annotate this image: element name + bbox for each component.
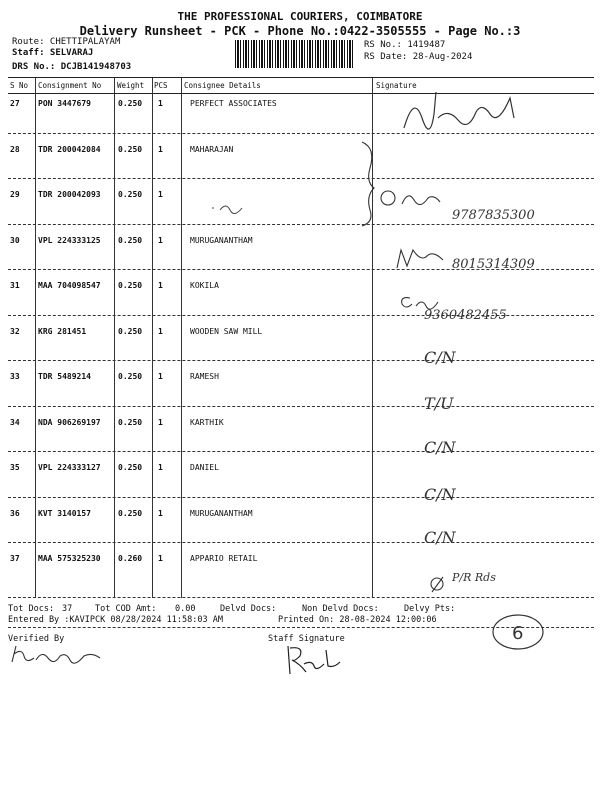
row-sno: 36	[10, 508, 20, 518]
row-pcs: 1	[158, 235, 163, 245]
runsheet-title: Delivery Runsheet - PCK - Phone No.:0422-3505555 - Page No.:3	[79, 24, 521, 38]
entered-by: Entered By :KAVIPCK 08/28/2024 11:58:03 AM	[8, 615, 223, 625]
row-consignee: APPARIO RETAIL	[190, 554, 258, 563]
row-consignee: MURUGANANTHAM	[190, 508, 253, 518]
row-sno: 30	[10, 235, 20, 245]
page-circle	[490, 612, 546, 652]
delvy-pts-label: Delvy Pts:	[404, 604, 456, 614]
company-name: THE PROFESSIONAL COURIERS, COIMBATORE	[177, 10, 423, 23]
row-pcs: 1	[158, 463, 163, 472]
row-separator	[8, 451, 594, 452]
row-weight: 0.250	[118, 144, 143, 154]
row-consignee: PERFECT ASSOCIATES	[190, 99, 277, 108]
staff-signature-image	[282, 642, 352, 678]
row-weight: 0.250	[118, 372, 143, 381]
page-circle-number: 6	[512, 623, 524, 644]
tot-cod-label: Tot COD Amt:	[95, 604, 157, 614]
signature-mark-row-27	[398, 88, 528, 144]
row-sno: 33	[10, 372, 20, 381]
row-handwritten-note: C/N	[424, 528, 456, 547]
row-pcs: 1	[158, 372, 163, 381]
verifier-signature-image	[8, 642, 108, 668]
verified-by-label: Verified By	[8, 634, 65, 644]
row-handwritten-note: C/N	[424, 485, 456, 504]
row-handwritten-note: 8015314309	[452, 257, 535, 272]
row-consignee: DANIEL	[190, 463, 219, 472]
handwritten-mark-row-29	[208, 196, 248, 216]
row-pcs: 1	[158, 417, 163, 427]
col-header-consignment: Consignment No	[38, 81, 102, 90]
row-consignment-no: TDR 200042084	[38, 144, 101, 154]
staff: Staff: SELVARAJ	[12, 48, 94, 58]
row-consignment-no: TDR 5489214	[38, 372, 91, 381]
row-consignee: WOODEN SAW MILL	[190, 326, 263, 336]
row-weight: 0.250	[118, 281, 143, 290]
drs-number: DRS No.: DCJB141948703	[12, 62, 132, 72]
row-handwritten-note: P/R Rds	[452, 571, 496, 584]
col-header-pcs: PCS	[154, 81, 168, 90]
col-header-sno: S No	[10, 81, 29, 90]
row-weight: 0.250	[118, 508, 143, 518]
row-sno: 37	[10, 554, 20, 563]
row-sno: 34	[10, 417, 20, 427]
row-consignment-no: TDR 200042093	[38, 190, 101, 199]
row-weight: 0.260	[118, 554, 143, 563]
row-handwritten-note: C/N	[424, 348, 456, 367]
table-bottom-border	[8, 597, 594, 598]
tot-cod-value: 0.00	[175, 604, 196, 614]
signature-mark-row-31	[396, 292, 440, 312]
printed-on: Printed On: 28-08-2024 12:00:06	[278, 615, 437, 625]
row-sno: 31	[10, 281, 20, 290]
row-consignment-no: VPL 224333127	[38, 463, 101, 472]
row-consignee: KOKILA	[190, 281, 219, 290]
col-header-consignee: Consignee Details	[184, 81, 261, 90]
delvd-docs-label: Delvd Docs:	[220, 604, 277, 614]
row-sno: 27	[10, 99, 20, 108]
row-weight: 0.250	[118, 190, 143, 199]
row-separator	[8, 542, 594, 543]
signature-mark-row-37	[428, 574, 448, 594]
table-top-border	[8, 77, 594, 78]
row-consignment-no: MAA 575325230	[38, 554, 101, 563]
column-divider	[35, 78, 36, 598]
row-weight: 0.250	[118, 417, 143, 427]
row-handwritten-note: 9360482455	[424, 308, 507, 323]
row-consignee: RAMESH	[190, 372, 219, 381]
row-separator	[8, 315, 594, 316]
row-separator	[8, 178, 594, 179]
row-weight: 0.250	[118, 463, 143, 472]
tot-docs-value: 37	[62, 604, 73, 614]
row-sno: 28	[10, 144, 20, 154]
column-divider	[181, 78, 182, 598]
row-consignee: MURUGANANTHAM	[190, 235, 253, 245]
row-handwritten-note: 9787835300	[452, 208, 535, 223]
barcode-icon	[235, 40, 355, 68]
row-separator	[8, 360, 594, 361]
rs-date: RS Date: 28-Aug-2024	[364, 52, 473, 62]
row-separator	[8, 269, 594, 270]
row-sno: 32	[10, 326, 20, 336]
row-pcs: 1	[158, 508, 163, 518]
row-pcs: 1	[158, 281, 163, 290]
row-consignment-no: KVT 3140157	[38, 508, 91, 518]
row-separator	[8, 224, 594, 225]
row-pcs: 1	[158, 554, 163, 563]
row-handwritten-note: C/N	[424, 438, 456, 457]
staff-signature-label: Staff Signature	[268, 634, 345, 644]
row-consignment-no: VPL 224333125	[38, 235, 101, 245]
bracket-mark	[356, 138, 386, 228]
row-consignee: KARTHIK	[190, 417, 224, 427]
row-pcs: 1	[158, 144, 163, 154]
row-pcs: 1	[158, 99, 163, 108]
column-divider	[152, 78, 153, 598]
row-sno: 35	[10, 463, 20, 472]
col-header-signature: Signature	[376, 81, 417, 90]
row-weight: 0.250	[118, 99, 143, 108]
signature-mark-row-30	[393, 246, 447, 272]
row-pcs: 1	[158, 190, 163, 199]
row-sno: 29	[10, 190, 20, 199]
row-weight: 0.250	[118, 235, 143, 245]
tot-docs-label: Tot Docs:	[8, 604, 55, 614]
route: Route: CHETTIPALAYAM	[12, 37, 121, 47]
row-consignment-no: PON 3447679	[38, 99, 91, 108]
signature-mark-row-29	[378, 186, 448, 210]
row-separator	[8, 497, 594, 498]
column-divider	[114, 78, 115, 598]
row-consignment-no: NDA 906269197	[38, 417, 101, 427]
row-pcs: 1	[158, 326, 163, 336]
col-header-weight: Weight	[117, 81, 145, 90]
row-weight: 0.250	[118, 326, 143, 336]
row-consignment-no: MAA 704098547	[38, 281, 101, 290]
row-separator	[8, 406, 594, 407]
row-consignee: MAHARAJAN	[190, 144, 234, 154]
rs-number: RS No.: 1419487	[364, 40, 446, 50]
row-consignment-no: KRG 281451	[38, 326, 87, 336]
non-delvd-docs-label: Non Delvd Docs:	[302, 604, 379, 614]
row-handwritten-note: T/U	[424, 394, 454, 413]
